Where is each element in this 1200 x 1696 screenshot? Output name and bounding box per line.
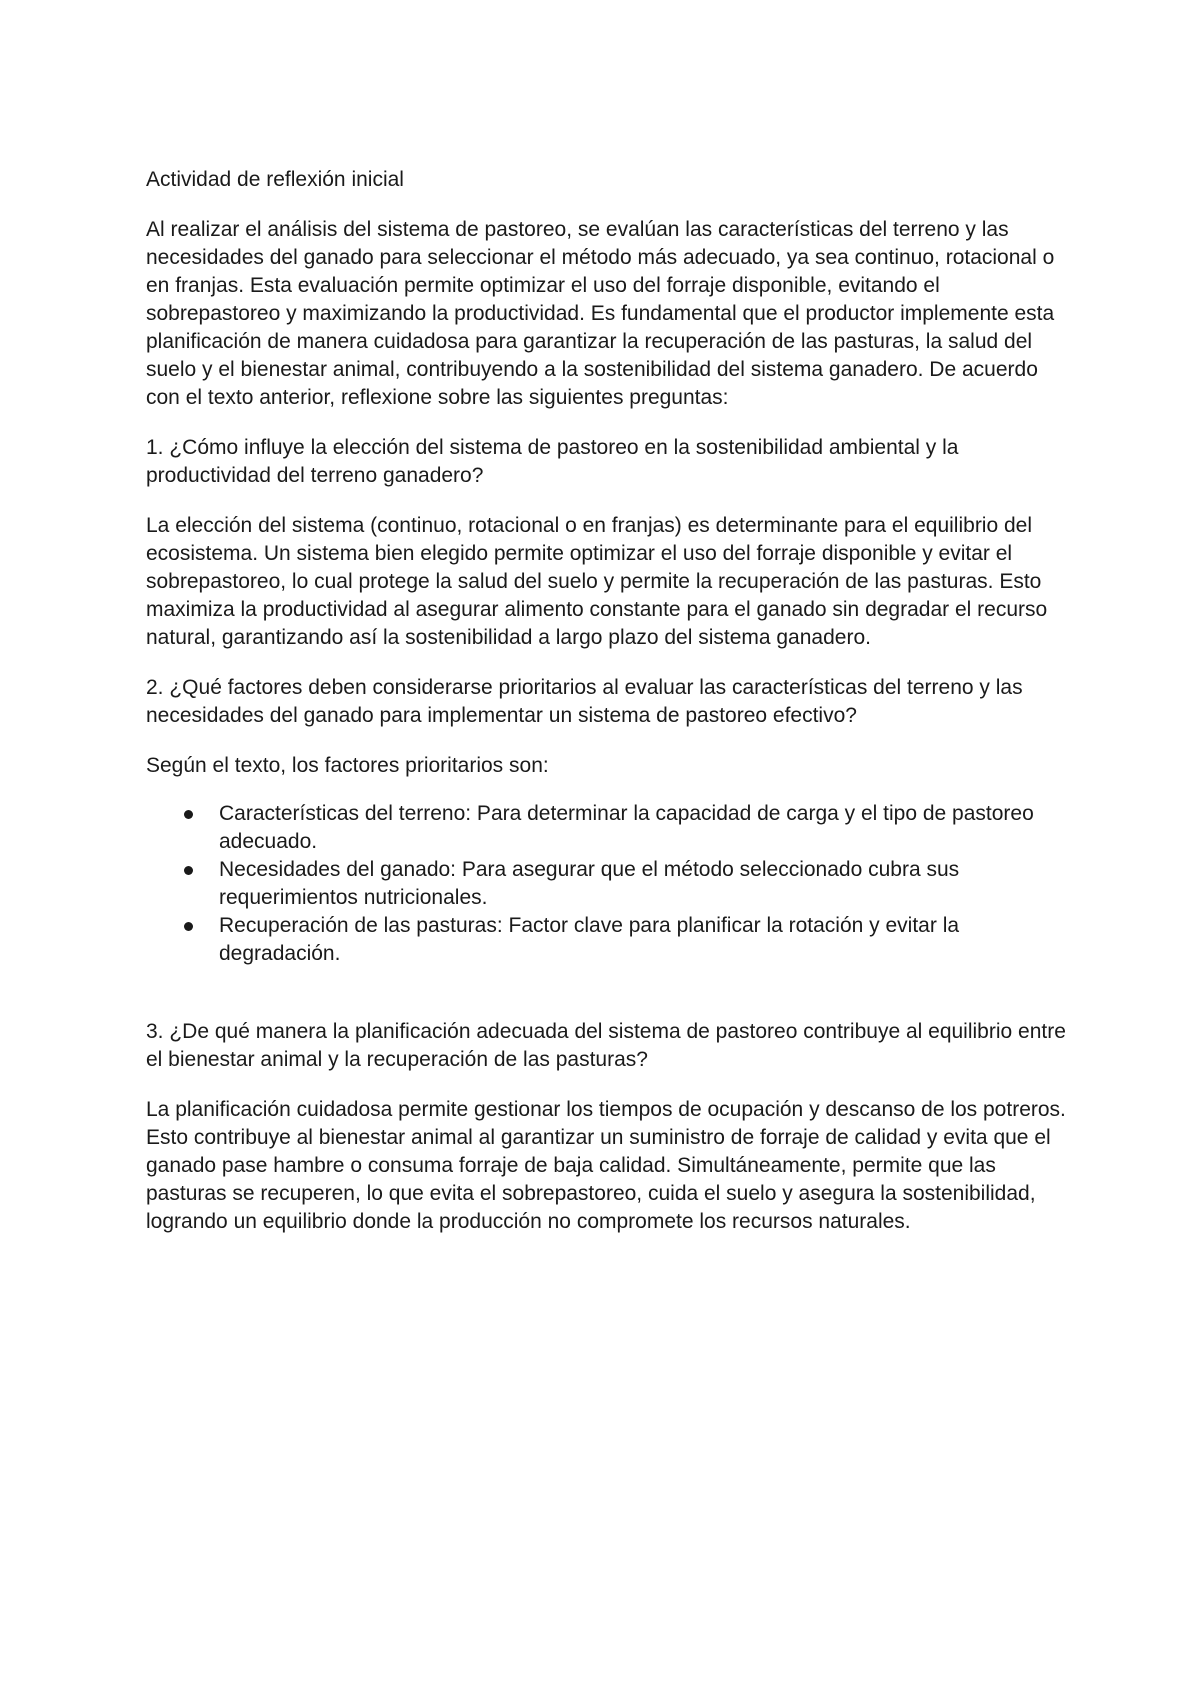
answer-3: La planificación cuidadosa permite gestionar los tiempos de ocupación y descanso de los potreros. Esto contribuye al bienestar animal al garantizar un suministro de forraje de calidad y evita que el ganado pase hambre o consuma forraje de baja calidad. Simultáneamente, permite que las pasturas se recuperen, lo que evita el sobrepastoreo, cuida el suelo y asegura la sostenibilidad, logrando un equilibrio donde la producción no compromete los recursos naturales. bbox=[146, 1098, 1066, 1233]
spacer bbox=[146, 968, 1066, 1018]
intro-paragraph: Al realizar el análisis del sistema de pastoreo, se evalúan las características del terreno y las necesidades del ganado para seleccionar el método más adecuado, ya sea continuo, rotacional o en franjas. Esta evaluación permite optimizar el uso del forraje disponible, evitando el sobrepastoreo y maximizando la productividad. Es fundamental que el productor implemente esta planificación de manera cuidadosa para garantizar la recuperación de las pasturas, la salud del suelo y el bienestar animal, contribuyendo a la sostenibilidad del sistema ganadero. De acuerdo con el texto anterior, reflexione sobre las siguientes preguntas: bbox=[146, 218, 1055, 409]
factors-list bbox=[146, 800, 1066, 968]
document-title: Actividad de reflexión inicial bbox=[146, 168, 404, 191]
list-item-text: Recuperación de las pasturas: Factor clave para planificar la rotación y evitar la degradación. bbox=[219, 914, 960, 965]
answer-2-intro: Según el texto, los factores prioritarios son: bbox=[146, 754, 549, 777]
document-page bbox=[146, 166, 1066, 1258]
list-item-text: Necesidades del ganado: Para asegurar que el método seleccionado cubra sus requerimientos nutricionales. bbox=[219, 858, 960, 909]
bullet-icon bbox=[184, 810, 193, 819]
list-item-text: Características del terreno: Para determinar la capacidad de carga y el tipo de pastoreo adecuado. bbox=[219, 802, 1034, 853]
bullet-icon bbox=[184, 866, 193, 875]
question-3: 3. ¿De qué manera la planificación adecuada del sistema de pastoreo contribuye al equilibrio entre el bienestar animal y la recuperación de las pasturas? bbox=[146, 1020, 1066, 1071]
question-2: 2. ¿Qué factores deben considerarse prioritarios al evaluar las características del terreno y las necesidades del ganado para implementar un sistema de pastoreo efectivo? bbox=[146, 676, 1023, 727]
list-item bbox=[146, 856, 1066, 912]
answer-1: La elección del sistema (continuo, rotacional o en franjas) es determinante para el equilibrio del ecosistema. Un sistema bien elegido permite optimizar el uso del forraje disponible y evitar el sobrepastoreo, lo cual protege la salud del suelo y permite la recuperación de las pasturas. Esto maximiza la productividad al asegurar alimento constante para el ganado sin degradar el recurso natural, garantizando así la sostenibilidad a largo plazo del sistema ganadero. bbox=[146, 514, 1048, 649]
list-item bbox=[146, 912, 1066, 968]
bullet-icon bbox=[184, 922, 193, 931]
list-item bbox=[146, 800, 1066, 856]
question-1: 1. ¿Cómo influye la elección del sistema de pastoreo en la sostenibilidad ambiental y la productividad del terreno ganadero? bbox=[146, 436, 959, 487]
